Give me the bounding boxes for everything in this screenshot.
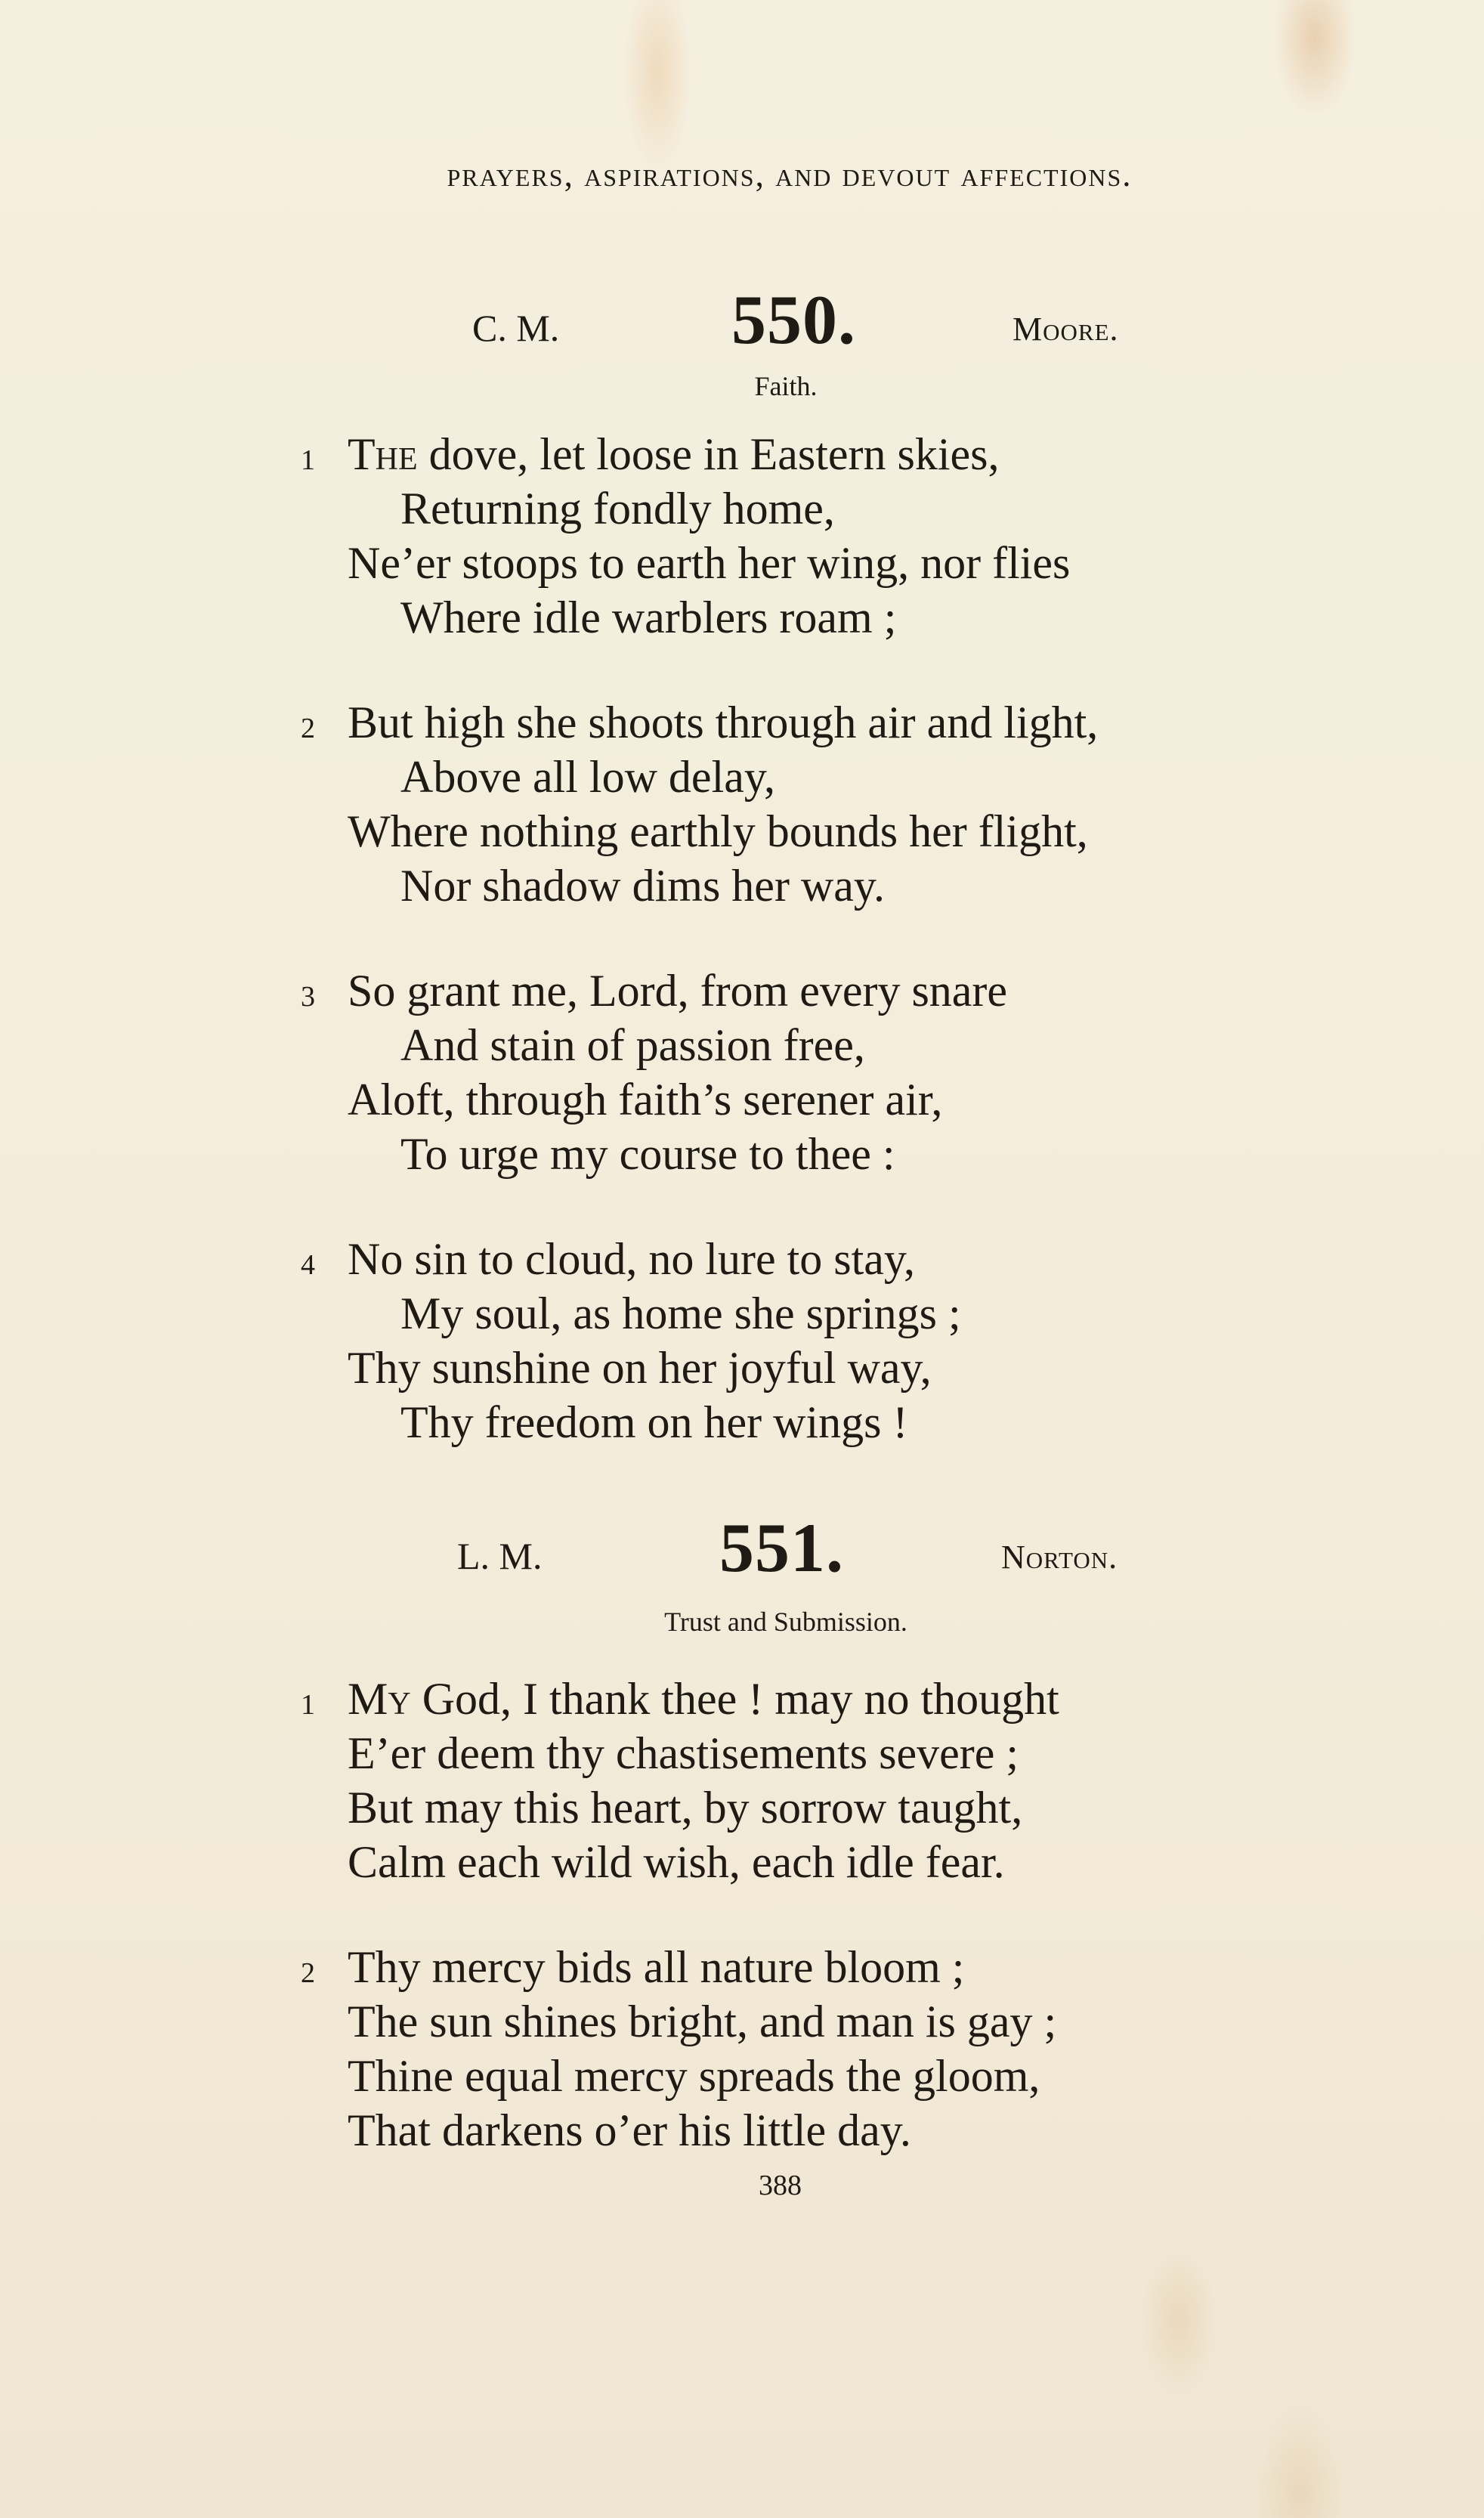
verse-line: Ne’er stoops to earth her wing, nor flies: [348, 538, 1071, 588]
drop-word: The: [348, 429, 418, 479]
hymn-number: 550.: [731, 281, 856, 358]
verse-line: Thy mercy bids all nature bloom ;: [348, 1942, 965, 1992]
verse-line: The sun shines bright, and man is gay ;: [348, 1997, 1057, 2046]
verse-line: So grant me, Lord, from every snare: [348, 966, 1008, 1016]
hymn-tune: Norton.: [1001, 1539, 1118, 1576]
verse-line-text: dove, let loose in Eastern skies,: [417, 429, 1000, 479]
verse-line: Calm each wild wish, each idle fear.: [348, 1837, 1005, 1887]
verse-line: Thine equal mercy spreads the gloom,: [348, 2051, 1040, 2101]
hymn-subject: Faith.: [754, 371, 818, 401]
verse-line: But high she shoots through air and light,: [348, 698, 1099, 747]
verse-number: 4: [301, 1249, 315, 1281]
page-number: 388: [759, 2170, 802, 2201]
verse-line: E’er deem thy chastisements severe ;: [348, 1728, 1019, 1778]
hymn-subject: Trust and Submission.: [664, 1607, 907, 1637]
verse-number: 3: [301, 981, 315, 1013]
verse-line: To urge my course to thee :: [400, 1129, 895, 1179]
verse-line: My soul, as home she springs ;: [400, 1288, 961, 1338]
verse-line: Thy sunshine on her joyful way,: [348, 1343, 932, 1393]
verse-line: But may this heart, by sorrow taught,: [348, 1783, 1023, 1833]
verse-line: And stain of passion free,: [400, 1020, 865, 1070]
verse-line: No sin to cloud, no lure to stay,: [348, 1234, 916, 1284]
running-head-text: prayers, aspirations, and devout affections.: [447, 156, 1133, 193]
hymn-header: [0, 280, 1484, 363]
hymn-number: 551.: [719, 1509, 844, 1586]
verse-number: 1: [301, 1689, 315, 1721]
hymn-meter: C. M.: [472, 307, 560, 349]
verse-line: That darkens o’er his little day.: [348, 2105, 911, 2155]
verse-number: 2: [301, 1957, 315, 1989]
verse-line: Aloft, through faith’s serener air,: [348, 1075, 943, 1124]
verse-line: Thy freedom on her wings !: [400, 1397, 908, 1447]
hymn-tune: Moore.: [1013, 311, 1119, 348]
hymn-header: [0, 1508, 1484, 1591]
verse-line-text: God, I thank thee ! may no thought: [410, 1674, 1059, 1724]
verse-line: Where idle warblers roam ;: [400, 592, 897, 642]
verse-number: 1: [301, 444, 315, 476]
hymn-meter: L. M.: [457, 1535, 543, 1577]
verse-line: Where nothing earthly bounds her flight,: [348, 806, 1088, 856]
verse-line: Returning fondly home,: [400, 484, 835, 534]
verse-line: [348, 427, 999, 481]
verse-line: [348, 1672, 1059, 1726]
drop-word: My: [348, 1674, 411, 1724]
running-head: [280, 155, 1300, 194]
verse-line: Nor shadow dims her way.: [400, 861, 885, 911]
verse-line: Above all low delay,: [400, 752, 775, 802]
verse-number: 2: [301, 713, 315, 744]
